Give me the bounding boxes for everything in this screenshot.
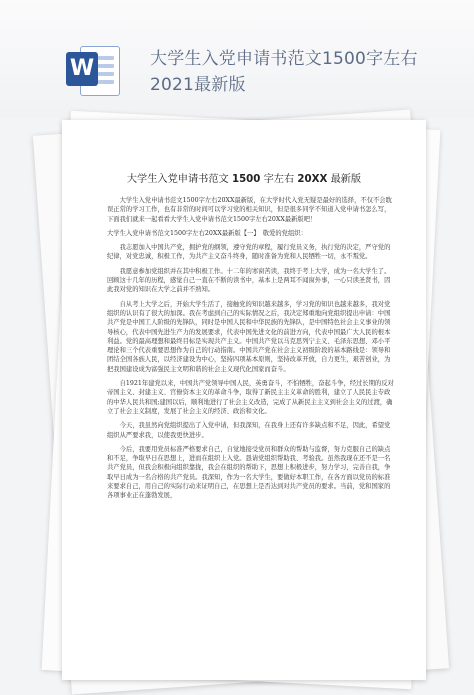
- body-paragraph: 自1921年建党以来，中国共产党领导中国人民，英勇奋斗，不怕牺牲，奋起斗争，经过长期的反对帝国主义、封建主义、官僚资本主义的革命斗争，取得了新民主主义革命的胜利，建立了人民民主专政的中华人民共和国;建国以后，顺利地进行了社会主义改造，完成了从新民主主义到社会主义的过渡，确立了社会主义制度，发展了社会主义的经济、政治和文化。: [107, 380, 394, 415]
- preview-header: [0, 0, 474, 118]
- title-text-mid: 字左右: [263, 174, 295, 185]
- title-text-prefix: 大学生入党申请书范文: [126, 174, 229, 185]
- word-logo-letter: W: [66, 52, 98, 86]
- salutation-line: 大学生入党申请书范文1500字左右20XX最新版【一】 敬爱的党组织：: [107, 229, 307, 237]
- body-paragraph: 我志愿加入中国共产党，拥护党的纲领，遵守党的章程，履行党员义务，执行党的决定，严守党的纪律，对党忠诚，积极工作，为共产主义奋斗终身，随时准备为党和人民牺牲一切，永不叛党。: [107, 244, 391, 261]
- body-paragraph: 自从考上大学之后，开始大学生活了，接触党的知识越来越多，学习党的知识也越来越多，我对党组织的认识有了很大的加深。我在考虑到自己的实际情况之后，我决定郑重地向党组织提出申请：中国共产党是中国工人阶级的先锋队，同时是中国人民和中华民族的先锋队，是中国特色社会主义事业的领导核心，代表中国先进生产力的发展要求，代表中国先进文化的前进方向，代表中国最广大人民的根本利益。党的最高理想和最终目标是实现共产主义。中国共产党以马克思列宁主义、毛泽东思想、邓小平理论和三个代表重要思想作为自己的行动指南。中国共产党在社会主义初级阶段的基本路线是：领导和团结全国各族人民，以经济建设为中心，坚持四项基本原则，坚持改革开放，自力更生，艰苦创业，为把我国建设成为富强民主文明和谐的社会主义现代化国家而奋斗。: [107, 300, 391, 373]
- body-paragraph: 今天，我虽然向党组织提出了入党申请，但我深知，在我身上还有许多缺点和不足，因此，希望党组织从严要求我，以使我更快进步。: [107, 422, 391, 439]
- body-paragraph: 我愿意参加党组织并在其中积极工作。十二年的寒窗苦读，我终于考上大学，成为一名大学生了。回顾这十几年的历程，感觉自己一直在不断的读书中，基本上是两耳不闻窗外事，一心只读圣贤书，因此我对党的知识在大学之前并不熟知。: [107, 267, 391, 294]
- title-text-year: 20XX: [297, 174, 328, 185]
- page-title: 大学生入党申请书范文1500字左右2021最新版: [150, 49, 418, 95]
- body-paragraph: 今后，我要用党员标准严格要求自己，自觉地接受党员和群众的帮助与监督，努力克服自己的缺点和不足，争取早日在思想上，进而在组织上入党。恳请党组织帮助我、考验我。虽然我现在还不是一名共产党员，但我会积极向组织靠拢，我会在组织的帮助下，思想上积极进步，努力学习，完善自我，争取早日成为一名合格的共产党员。我深知，作为一名大学生，要做好本职工作，在各方面以党员的标准来要求自己，用自己的实际行动来证明自己，在思想上是否达到对共产党员的要求。当前，党和国家的各项事业正在蓬勃发展，: [107, 445, 391, 500]
- title-text-number: 1500: [232, 174, 261, 185]
- intro-paragraph: 大学生入党申请书范文1500字左右20XX最新版，在大学时代入党无疑是最好的选择，不仅不会耽误正常的学习工作，也有非常的时间可以学习党的相关知识，但是很多同学不知道入党申请书怎么写，下面我们就来一起看看大学生入党申请书范文1500字左右20XX最新版吧！: [107, 197, 392, 223]
- document-page: [62, 120, 426, 680]
- page-line-icon: [98, 72, 114, 76]
- page-line-icon: [98, 80, 114, 84]
- document-body: [107, 196, 395, 506]
- document-title: [62, 170, 426, 185]
- page-line-icon: [98, 56, 114, 60]
- title-text-suffix: 最新版: [330, 174, 362, 185]
- page-line-icon: [98, 64, 114, 68]
- word-document-icon: [66, 42, 122, 98]
